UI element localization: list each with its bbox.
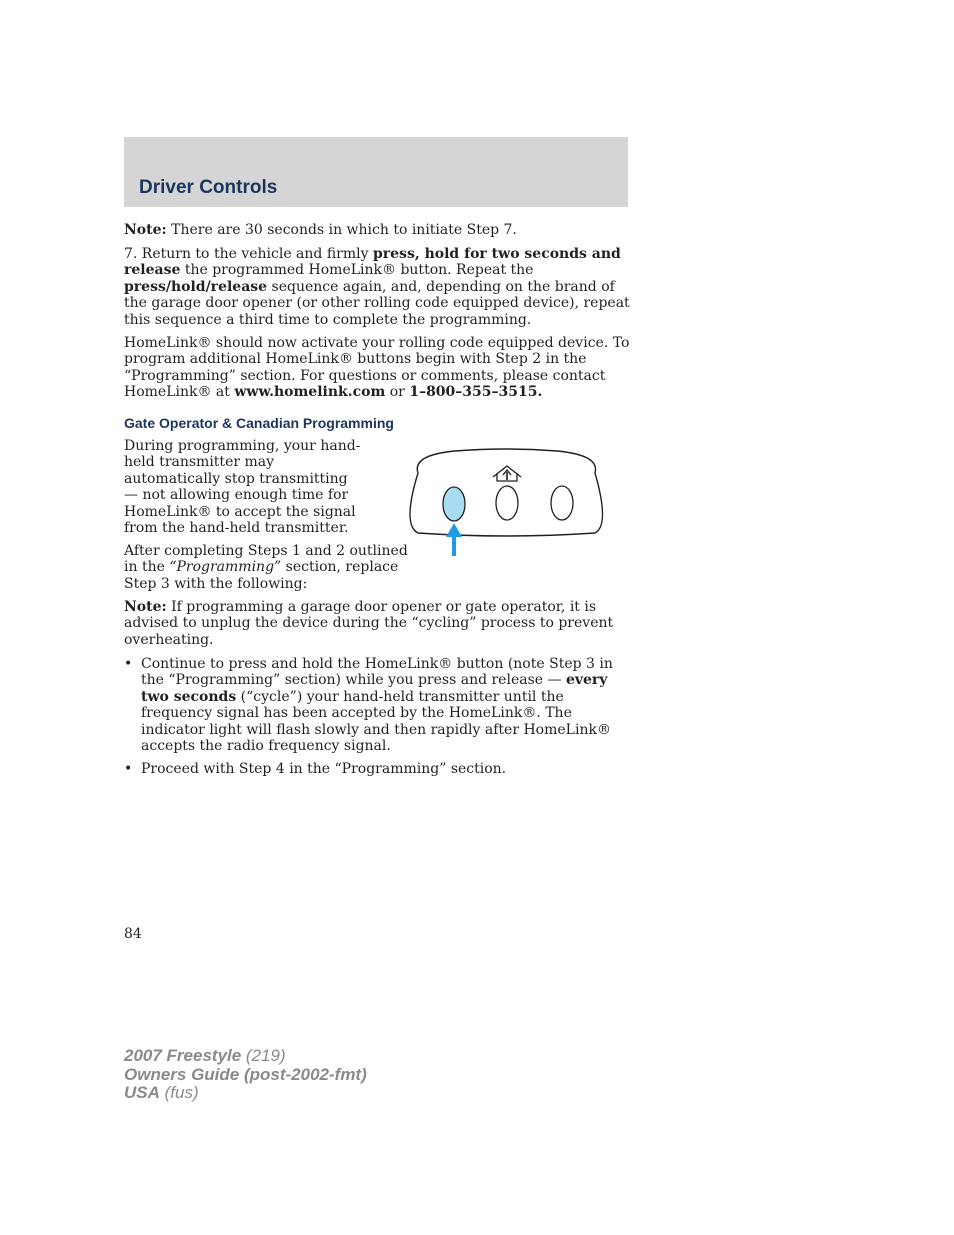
footer-market: USA <box>124 1083 160 1102</box>
list-item <box>124 761 630 777</box>
bullet-1-bold: every two seconds <box>141 672 608 705</box>
bullet-text <box>141 656 630 754</box>
note-2-label: Note: <box>124 599 167 615</box>
homelink-phone: 1–800–355–3515. <box>409 384 543 401</box>
homelink-website: www.homelink.com <box>234 384 386 401</box>
step-7-text-3: sequence again, and, depending on the brand of the garage door opener (or other rolling code equipped device), repeat this sequence a third time to complete the programming. <box>124 278 630 328</box>
homelink-button-2[interactable] <box>496 486 518 520</box>
homelink-button-3[interactable] <box>551 486 573 520</box>
bullet-1-text-1: Continue to press and hold the HomeLink® button (note Step 3 in the “Programming” section) while you press and release — <box>141 656 613 689</box>
footer-code: (219) <box>241 1046 286 1065</box>
during-paragraph: During programming, your hand-held transmitter may automatically stop transmitting — not allowing enough time for HomeLink® to accept the signal from the hand-held transmitter. <box>124 438 361 537</box>
footer-model: 2007 Freestyle <box>124 1046 242 1065</box>
homelink-paragraph <box>124 335 630 401</box>
note-text: There are 30 seconds in which to initiate Step 7. <box>166 222 517 238</box>
footer-market-code: (fus) <box>159 1083 199 1102</box>
footer <box>124 1047 367 1103</box>
step-7-text-2: the programmed HomeLink® button. Repeat the <box>180 262 534 279</box>
note-2-text: If programming a garage door opener or gate operator, it is advised to unplug the device during the “cycling” process to prevent overheating. <box>124 599 614 648</box>
bullet-text: Proceed with Step 4 in the “Programming” section. <box>141 761 507 777</box>
step-7-text-1: 7. Return to the vehicle and firmly <box>124 246 373 262</box>
homelink-diagram <box>400 445 612 560</box>
section-title: Driver Controls <box>139 177 278 198</box>
note-paragraph <box>124 222 630 238</box>
homelink-text-2: or <box>385 384 410 401</box>
step-7-bold-1: press, hold for two seconds and release <box>124 246 621 279</box>
page-number: 84 <box>124 926 142 942</box>
note-2-paragraph <box>124 599 630 648</box>
after-text-1: After completing Steps 1 and 2 outlined in the <box>124 543 408 576</box>
footer-line-1 <box>124 1047 367 1066</box>
homelink-buttons-figure <box>400 445 612 560</box>
bullet-dot: • <box>124 656 133 672</box>
bullet-1-text-2: (“cycle”) your hand-held transmitter until the frequency signal has been accepted by the HomeLink®. The indicator light will flash slowly and then rapidly after HomeLink® accepts the radio frequency signal. <box>141 688 611 755</box>
subheading: Gate Operator & Canadian Programming <box>124 415 394 431</box>
note-label: Note: <box>124 222 167 238</box>
list-item <box>124 656 630 754</box>
homelink-text-1: HomeLink® should now activate your rolling code equipped device. To program additional HomeLink® buttons begin with Step 2 in the “Programming” section. For questions or comments, please contact HomeLink® at <box>124 335 630 401</box>
footer-line-3 <box>124 1084 367 1103</box>
step-7-paragraph <box>124 246 630 328</box>
step-7-bold-2: press/hold/release <box>124 278 268 295</box>
after-text-2: section, replace Step 3 with the following: <box>124 559 399 592</box>
homelink-button-1[interactable] <box>443 487 465 521</box>
footer-line-2: Owners Guide (post-2002-fmt) <box>124 1064 367 1084</box>
after-italic: “Programming” <box>169 559 282 576</box>
after-paragraph <box>124 543 414 592</box>
bullet-dot: • <box>124 761 133 777</box>
